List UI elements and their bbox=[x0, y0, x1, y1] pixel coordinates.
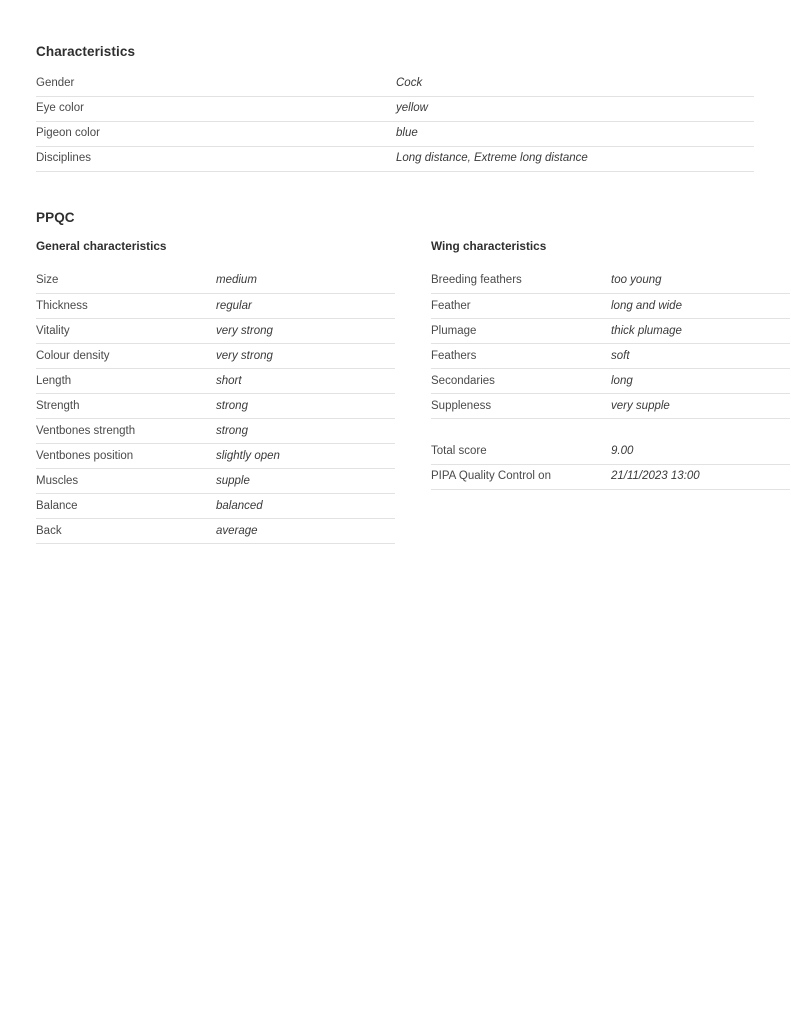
quality-control-date-label: PIPA Quality Control on bbox=[431, 464, 611, 489]
row-value: short bbox=[216, 369, 395, 394]
table-row bbox=[36, 369, 395, 394]
table-row bbox=[431, 439, 790, 464]
row-label: Secondaries bbox=[431, 369, 611, 394]
table-row bbox=[431, 344, 790, 369]
table-row bbox=[431, 394, 790, 419]
table-row bbox=[36, 121, 754, 146]
row-label: Size bbox=[36, 269, 216, 294]
row-value: blue bbox=[396, 121, 754, 146]
wing-characteristics-table bbox=[431, 269, 790, 420]
row-label: Gender bbox=[36, 71, 396, 96]
table-row bbox=[36, 394, 395, 419]
table-row bbox=[36, 494, 395, 519]
row-label: Vitality bbox=[36, 319, 216, 344]
table-row bbox=[431, 369, 790, 394]
row-label: Colour density bbox=[36, 344, 216, 369]
row-label: Muscles bbox=[36, 469, 216, 494]
row-label: Thickness bbox=[36, 294, 216, 319]
row-label: Length bbox=[36, 369, 216, 394]
quality-control-date-value: 21/11/2023 13:00 bbox=[611, 464, 790, 489]
row-label: Disciplines bbox=[36, 146, 396, 171]
row-label: Pigeon color bbox=[36, 121, 396, 146]
row-label: Strength bbox=[36, 394, 216, 419]
row-value: very supple bbox=[611, 394, 790, 419]
row-label: Feathers bbox=[431, 344, 611, 369]
row-value: strong bbox=[216, 419, 395, 444]
table-row bbox=[431, 464, 790, 489]
ppqc-heading: PPQC bbox=[36, 209, 75, 225]
row-value: Long distance, Extreme long distance bbox=[396, 146, 754, 171]
row-value: supple bbox=[216, 469, 395, 494]
row-value: average bbox=[216, 519, 395, 544]
table-row bbox=[36, 96, 754, 121]
general-characteristics-column bbox=[36, 239, 395, 545]
ppqc-columns bbox=[36, 239, 755, 545]
row-label: Eye color bbox=[36, 96, 396, 121]
general-characteristics-heading: General characteristics bbox=[36, 238, 167, 253]
row-label: Plumage bbox=[431, 319, 611, 344]
row-value: very strong bbox=[216, 319, 395, 344]
table-row bbox=[36, 444, 395, 469]
row-value: soft bbox=[611, 344, 790, 369]
row-value: very strong bbox=[216, 344, 395, 369]
wing-characteristics-heading: Wing characteristics bbox=[431, 238, 547, 253]
table-row bbox=[36, 344, 395, 369]
row-label: Balance bbox=[36, 494, 216, 519]
table-row bbox=[431, 269, 790, 294]
row-label: Suppleness bbox=[431, 394, 611, 419]
row-value: long bbox=[611, 369, 790, 394]
table-row bbox=[36, 71, 754, 96]
row-label: Feather bbox=[431, 294, 611, 319]
characteristics-table bbox=[36, 71, 754, 172]
table-row bbox=[36, 269, 395, 294]
row-value: yellow bbox=[396, 96, 754, 121]
row-value: balanced bbox=[216, 494, 395, 519]
total-score-value: 9.00 bbox=[611, 439, 790, 464]
table-row bbox=[36, 519, 395, 544]
row-label: Back bbox=[36, 519, 216, 544]
row-value: thick plumage bbox=[611, 319, 790, 344]
wing-characteristics-column bbox=[395, 239, 754, 490]
characteristics-heading: Characteristics bbox=[36, 44, 136, 59]
row-label: Breeding feathers bbox=[431, 269, 611, 294]
row-label: Ventbones strength bbox=[36, 419, 216, 444]
row-value: slightly open bbox=[216, 444, 395, 469]
table-row bbox=[36, 146, 754, 171]
table-row bbox=[36, 319, 395, 344]
row-value: too young bbox=[611, 269, 790, 294]
row-value: Cock bbox=[396, 71, 754, 96]
table-row bbox=[431, 294, 790, 319]
row-value: regular bbox=[216, 294, 395, 319]
total-score-label: Total score bbox=[431, 439, 611, 464]
quality-control-summary-table bbox=[431, 439, 790, 490]
general-characteristics-table bbox=[36, 269, 395, 545]
row-value: medium bbox=[216, 269, 395, 294]
row-value: strong bbox=[216, 394, 395, 419]
row-value: long and wide bbox=[611, 294, 790, 319]
table-row bbox=[36, 419, 395, 444]
table-row bbox=[36, 469, 395, 494]
row-label: Ventbones position bbox=[36, 444, 216, 469]
table-row bbox=[36, 294, 395, 319]
table-row bbox=[431, 319, 790, 344]
